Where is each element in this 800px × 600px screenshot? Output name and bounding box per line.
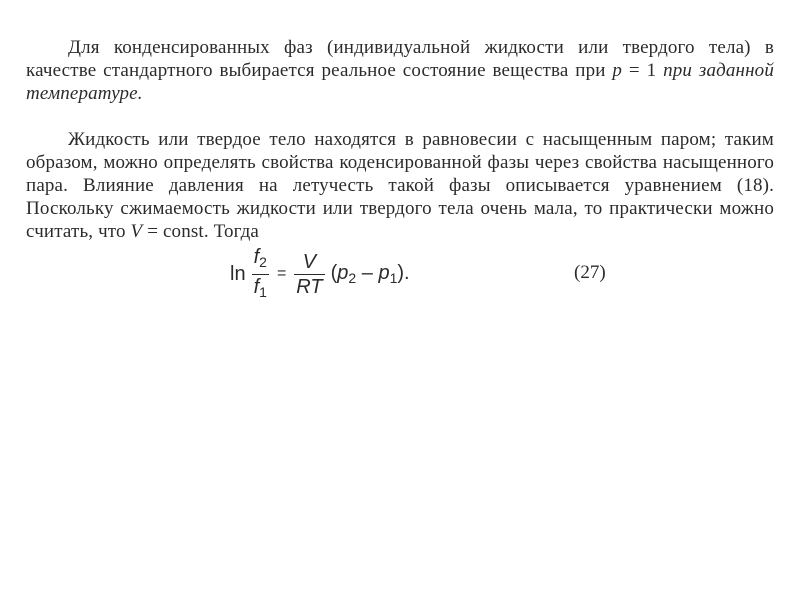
equation-27 xyxy=(230,245,410,303)
equation-number: (27) xyxy=(574,262,606,283)
p2-sub: 2 xyxy=(348,270,357,286)
paren-open: ( xyxy=(330,262,338,284)
p1-var: p xyxy=(378,262,390,284)
fraction-numerator-f2 xyxy=(252,245,269,274)
pressure-difference xyxy=(331,262,410,286)
variable-v: V xyxy=(130,221,143,242)
paragraph-saturated-vapor xyxy=(26,128,774,243)
paragraph-1-equals: = 1 xyxy=(622,60,664,81)
paragraph-1-text: Для конденсированных фаз (индивидуальной жидкости или твердого тела) в качестве стандартного выбирается реальное состояние вещества при xyxy=(26,37,774,81)
paragraph-standard-state xyxy=(26,36,774,105)
variable-p: p xyxy=(612,60,623,81)
f1-sub: 1 xyxy=(259,283,267,300)
f1-var: f xyxy=(253,275,260,298)
fugacity-ratio-fraction xyxy=(252,245,269,304)
minus-sign: – xyxy=(356,262,379,284)
v-over-rt-fraction xyxy=(294,250,324,299)
fraction-denominator-rt: RT xyxy=(296,275,323,298)
ln-symbol: ln xyxy=(230,262,246,285)
equals-sign: = xyxy=(276,265,287,282)
f2-var: f xyxy=(253,245,260,268)
p2-var: p xyxy=(337,262,349,284)
document-page xyxy=(26,36,774,305)
equation-27-row xyxy=(26,245,774,305)
p1-sub: 1 xyxy=(389,270,398,286)
paragraph-2-end: = const. Тогда xyxy=(142,221,259,242)
paren-close: ). xyxy=(397,262,410,284)
fraction-numerator-v: V xyxy=(302,250,317,273)
f2-sub: 2 xyxy=(259,253,267,270)
paragraph-1-italic-text: при заданной температуре. xyxy=(26,60,774,104)
fraction-denominator-f1 xyxy=(252,275,269,304)
paragraph-2-text: Жидкость или твердое тело находятся в равновесии с насыщенным паром; таким образом, можно определять свойства коденсированной фазы через свойства насыщенного пара. Влияние давления на летучесть такой фазы описывается уравнением (18). Поскольку сжимаемость жидкости или твердого тела очень мала, то практически можно считать, что xyxy=(26,129,774,242)
